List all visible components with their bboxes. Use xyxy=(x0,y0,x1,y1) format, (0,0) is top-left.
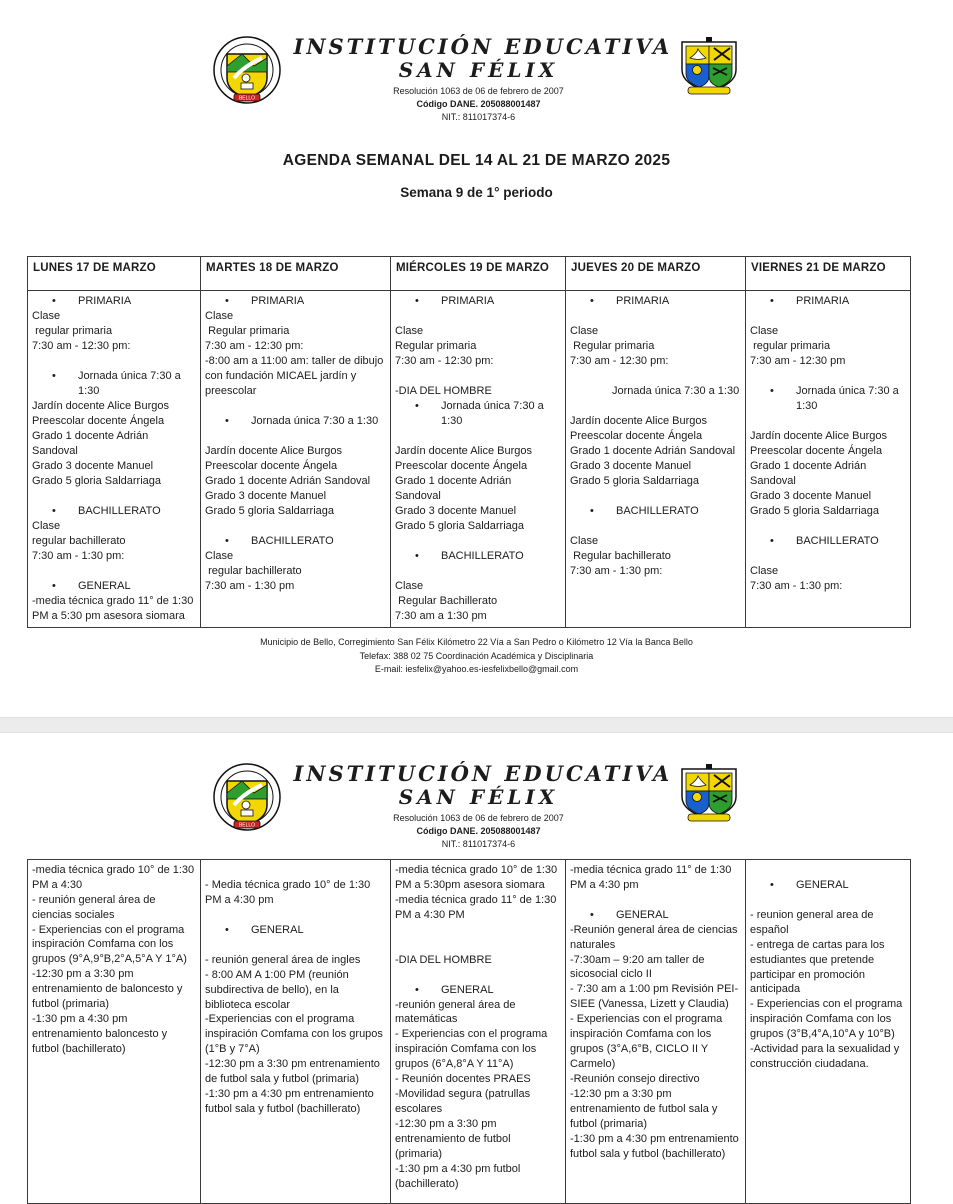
agenda-line: Grado 5 gloria Saldarriaga xyxy=(395,520,525,532)
agenda-line: -reunión general área de matemáticas xyxy=(395,998,519,1026)
bullet-text: Jornada única 7:30 a 1:30 xyxy=(78,370,184,398)
letterhead-text xyxy=(293,760,673,851)
svg-text:BELLO: BELLO xyxy=(238,95,255,102)
bullet-item xyxy=(570,294,740,309)
resolution-text: Resolución 1063 de 06 de febrero de 2007 xyxy=(393,812,564,823)
day-column-header: LUNES 17 DE MARZO xyxy=(28,257,201,291)
dane-code: Código DANE. 205088001487 xyxy=(416,99,541,110)
agenda-line: Grado 3 docente Manuel xyxy=(570,460,692,473)
day-cell xyxy=(566,859,746,1203)
agenda-line: Grado 1 docente Adrián Sandoval xyxy=(750,460,870,488)
bullet-item xyxy=(750,294,905,309)
agenda-line: -1:30 pm a 4:30 pm futbol (bachillerato) xyxy=(395,1163,524,1190)
bullet-item xyxy=(205,414,385,429)
agenda-line: -12:30 pm a 3:30 pm entrenamiento de futbol (primaria) xyxy=(395,1118,514,1161)
agenda-line: Grado 5 gloria Saldarriaga xyxy=(750,505,880,517)
agenda-line: Clase xyxy=(395,580,424,592)
school-crest-icon xyxy=(212,36,282,113)
agenda-line: Grado 1 docente Adrián Sandoval xyxy=(32,430,152,458)
agenda-line: - reunión general área de ingles xyxy=(205,953,361,966)
blank-line xyxy=(570,893,740,908)
day-cell xyxy=(201,859,391,1203)
day-column-header: VIERNES 21 DE MARZO xyxy=(746,257,911,291)
agenda-line: - Experiencias con el programa inspiración Comfama con los grupos (9°A,9°B,2°A,5°A Y 1°A) xyxy=(32,923,188,966)
bullet-icon: • xyxy=(52,295,56,308)
institution-name-line1: INSTITUCIÓN EDUCATIVA xyxy=(293,34,673,59)
bullet-item xyxy=(32,369,195,399)
bullet-text: BACHILLERATO xyxy=(251,535,334,548)
bullet-icon: • xyxy=(770,385,774,398)
agenda-line: - Reunión docentes PRAES xyxy=(395,1073,531,1086)
blank-line xyxy=(750,549,905,564)
agenda-line: Grado 3 docente Manuel xyxy=(750,490,872,502)
agenda-line: 7:30 am - 1:30 pm: xyxy=(32,550,125,562)
letterhead-text xyxy=(293,34,673,124)
agenda-line: Grado 3 docente Manuel xyxy=(205,490,327,503)
agenda-line: -12:30 pm a 3:30 pm entrenamiento de futbol sala y futbol (primaria) xyxy=(570,1088,721,1131)
blank-line xyxy=(395,534,560,549)
blank-line xyxy=(750,369,905,384)
blank-line xyxy=(570,369,740,384)
school-crest-icon xyxy=(212,763,282,840)
agenda-line: Grado 1 docente Adrián Sandoval xyxy=(205,475,371,488)
bullet-text: PRIMARIA xyxy=(796,295,850,308)
nit-number: NIT.: 811017374-6 xyxy=(441,112,516,123)
agenda-line: -media técnica grado 11° de 1:30 PM a 4:30 pm xyxy=(570,863,735,891)
agenda-line: Jardín docente Alice Burgos xyxy=(205,445,342,458)
agenda-line: 7:30 am - 12:30 pm: xyxy=(570,355,669,368)
blank-line xyxy=(205,938,385,953)
agenda-row xyxy=(28,291,911,628)
agenda-line: -Reunión consejo directivo xyxy=(570,1073,700,1086)
bullet-item xyxy=(205,923,385,938)
blank-line xyxy=(32,354,195,369)
agenda-line: Preescolar docente Ángela xyxy=(32,415,165,428)
blank-line xyxy=(395,968,560,983)
agenda-line: Jardín docente Alice Burgos xyxy=(32,400,169,413)
agenda-line: 7:30 am - 1:30 pm xyxy=(205,580,295,593)
agenda-line: Clase xyxy=(395,325,424,338)
bullet-icon: • xyxy=(590,295,594,308)
agenda-line: Clase xyxy=(32,310,61,323)
agenda-line: regular bachillerato xyxy=(205,565,302,578)
agenda-line: Grado 3 docente Manuel xyxy=(395,505,517,517)
bullet-icon: • xyxy=(770,878,774,891)
institution-name-line2: SAN FÉLIX xyxy=(398,58,559,83)
agenda-line: 7:30 am - 12:30 pm: xyxy=(205,340,304,353)
page-2 xyxy=(0,760,953,1204)
agenda-line: regular primaria xyxy=(750,340,831,353)
bullet-icon: • xyxy=(415,400,419,413)
blank-line xyxy=(205,863,385,878)
agenda-line: Grado 1 docente Adrián Sandoval xyxy=(570,445,736,458)
agenda-line: -7:30am – 9:20 am taller de sicosocial ciclo II xyxy=(570,953,708,981)
agenda-line: Preescolar docente Ángela xyxy=(570,430,703,443)
day-column-header: MARTES 18 DE MARZO xyxy=(201,257,391,291)
blank-line xyxy=(395,369,560,384)
svg-text:BELLO: BELLO xyxy=(238,822,255,828)
bullet-icon: • xyxy=(52,505,56,517)
bullet-item xyxy=(395,983,560,998)
day-cell xyxy=(391,291,566,628)
municipal-crest-icon xyxy=(676,36,742,101)
footer-address: Municipio de Bello, Corregimiento San Félix Kilómetro 22 Vía a San Pedro o Kilómetro 12 Vía la Banca Bello xyxy=(260,637,693,647)
blank-line xyxy=(570,489,740,504)
agenda-line: regular primaria xyxy=(32,325,113,338)
agenda-line: Jardín docente Alice Burgos xyxy=(570,415,707,428)
institution-name-line1: INSTITUCIÓN EDUCATIVA xyxy=(293,760,673,786)
bullet-icon: • xyxy=(770,295,774,308)
bullet-item xyxy=(32,294,195,309)
blank-line xyxy=(205,429,385,444)
agenda-line: 7:30 am - 12:30 pm: xyxy=(32,340,131,353)
bullet-icon: • xyxy=(52,370,56,383)
blank-line xyxy=(205,519,385,534)
bullet-icon: • xyxy=(770,535,774,547)
bullet-item xyxy=(570,908,740,923)
agenda-line: - 8:00 AM A 1:00 PM (reunión subdirectiva de bello), en la biblioteca escolar xyxy=(205,968,352,1011)
agenda-line: Clase xyxy=(205,550,234,563)
agenda-line: Grado 3 docente Manuel xyxy=(32,460,154,472)
letterhead xyxy=(0,36,953,124)
agenda-line: -Actividad para la sexualidad y construcción ciudadana. xyxy=(750,1043,903,1071)
blank-line xyxy=(205,399,385,414)
blank-line xyxy=(750,309,905,324)
bullet-text: Jornada única 7:30 a 1:30 xyxy=(251,415,379,428)
agenda-line: Preescolar docente Ángela xyxy=(395,460,528,473)
agenda-line: Clase xyxy=(570,535,599,548)
agenda-line: -media técnica grado 10° de 1:30 PM a 5:30pm asesora siomara xyxy=(395,863,561,891)
agenda-line: Clase xyxy=(570,325,599,338)
bullet-icon: • xyxy=(415,295,419,308)
agenda-line: - 7:30 am a 1:00 pm Revisión PEI-SIEE (Vanessa, Lizett y Claudia) xyxy=(570,983,739,1011)
agenda-line: -1:30 pm a 4:30 pm entrenamiento futbol sala y futbol (bachillerato) xyxy=(570,1132,742,1160)
blank-line xyxy=(395,429,560,444)
letterhead-page2 xyxy=(0,760,953,851)
day-cell xyxy=(28,291,201,628)
bullet-text: GENERAL xyxy=(796,878,849,891)
institution-name-line2: SAN FÉLIX xyxy=(398,784,559,809)
agenda-line: -12:30 pm a 3:30 pm entrenamiento de baloncesto y futbol (primaria) xyxy=(32,968,186,1011)
blank-line xyxy=(750,893,905,908)
agenda-line: 7:30 am - 12:30 pm xyxy=(750,355,846,368)
agenda-line: Regular Bachillerato xyxy=(395,595,498,607)
agenda-row xyxy=(28,859,911,1203)
agenda-line: - reunión general área de ciencias sociales xyxy=(32,893,159,921)
bullet-icon: • xyxy=(415,983,419,996)
agenda-line: - Media técnica grado 10° de 1:30 PM a 4:30 pm xyxy=(205,878,374,906)
day-cell xyxy=(391,859,566,1203)
day-cell xyxy=(28,859,201,1203)
agenda-line: Preescolar docente Ángela xyxy=(205,460,338,473)
agenda-line: Regular primaria xyxy=(395,340,477,353)
bullet-item xyxy=(32,579,195,594)
agenda-line: Grado 5 gloria Saldarriaga xyxy=(32,475,162,487)
day-cell xyxy=(746,291,911,628)
agenda-line: -1:30 pm a 4:30 pm entrenamiento futbol sala y futbol (bachillerato) xyxy=(205,1088,377,1116)
bullet-icon: • xyxy=(225,923,229,936)
day-cell xyxy=(746,859,911,1203)
agenda-line: -media técnica grado 11° de 1:30 PM a 4:30 PM xyxy=(395,893,560,921)
blank-line xyxy=(570,399,740,414)
bullet-text: Jornada única 7:30 a 1:30 xyxy=(441,400,547,428)
agenda-line: 7:30 am - 1:30 pm: xyxy=(750,580,843,592)
bullet-text: PRIMARIA xyxy=(616,295,670,308)
agenda-line: regular bachillerato xyxy=(32,535,126,547)
bullet-item xyxy=(395,549,560,564)
agenda-line: -1:30 pm a 4:30 pm entrenamiento baloncesto y futbol (bachillerato) xyxy=(32,1013,171,1056)
agenda-line: Clase xyxy=(750,565,779,577)
agenda-line: Jardín docente Alice Burgos xyxy=(750,430,887,443)
agenda-line: Jardín docente Alice Burgos xyxy=(395,445,532,458)
bullet-text: Jornada única 7:30 a 1:30 xyxy=(796,385,902,413)
blank-line xyxy=(395,309,560,324)
agenda-line: Grado 1 docente Adrián Sandoval xyxy=(395,475,515,503)
agenda-line: Regular primaria xyxy=(570,340,655,353)
institution-details xyxy=(294,85,664,124)
page-separator xyxy=(0,717,953,733)
agenda-line: - Experiencias con el programa inspiración Comfama con los grupos (3°B,4°A,10°A y 10°B) xyxy=(750,998,906,1041)
blank-line xyxy=(395,923,560,938)
day-cell xyxy=(201,291,391,628)
agenda-line: Grado 5 gloria Saldarriaga xyxy=(205,505,335,518)
agenda-line: Clase xyxy=(32,520,61,532)
indented-line: Jornada única 7:30 a 1:30 xyxy=(612,385,740,398)
bullet-item xyxy=(205,534,385,549)
bullet-text: GENERAL xyxy=(441,983,494,996)
weekly-agenda-table-continued xyxy=(27,859,911,1204)
agenda-line: Clase xyxy=(205,310,234,323)
agenda-line: - reunion general area de español xyxy=(750,908,877,936)
agenda-line: -12:30 pm a 3:30 pm entrenamiento de futbol sala y futbol (primaria) xyxy=(205,1058,383,1086)
bullet-item xyxy=(570,504,740,519)
bullet-icon: • xyxy=(415,550,419,562)
footer-telefax: Telefax: 388 02 75 Coordinación Académica y Disciplinaria xyxy=(359,650,594,661)
bullet-item xyxy=(395,399,560,429)
agenda-line: -8:00 am a 11:00 am: taller de dibujo con fundación MICAEL jardín y preescolar xyxy=(205,355,387,398)
municipal-crest-icon xyxy=(676,763,742,828)
day-cell xyxy=(566,291,746,628)
agenda-line: Grado 5 gloria Saldarriaga xyxy=(570,475,700,488)
resolution-text: Resolución 1063 de 06 de febrero de 2007 xyxy=(393,86,564,97)
bullet-icon: • xyxy=(225,415,229,428)
bullet-text: GENERAL xyxy=(78,580,131,592)
bullet-item xyxy=(750,878,905,893)
bullet-item xyxy=(205,294,385,309)
agenda-line: - Experiencias con el programa inspiración Comfama con los grupos (6°A,8°A Y 11°A) xyxy=(395,1028,551,1071)
agenda-line: -Reunión general área de ciencias naturales xyxy=(570,923,741,951)
weekly-agenda-table xyxy=(27,256,911,628)
blank-line xyxy=(395,938,560,953)
agenda-line: 7:30 am - 12:30 pm: xyxy=(395,355,494,368)
blank-line xyxy=(32,489,195,504)
page-footer xyxy=(0,636,953,677)
institution-details xyxy=(294,812,664,851)
bullet-text: GENERAL xyxy=(251,923,304,936)
bullet-text: BACHILLERATO xyxy=(616,505,699,518)
agenda-line: Regular bachillerato xyxy=(570,550,671,563)
agenda-line: - entrega de cartas para los estudiantes que pretende participar en promoción anticipada xyxy=(750,938,888,996)
page-title: AGENDA SEMANAL DEL 14 AL 21 DE MARZO 2025 xyxy=(282,152,671,170)
bullet-icon: • xyxy=(225,295,229,308)
blank-line xyxy=(395,564,560,579)
bullet-text: BACHILLERATO xyxy=(796,535,879,547)
bullet-text: PRIMARIA xyxy=(78,295,132,308)
blank-line xyxy=(32,564,195,579)
blank-line xyxy=(570,309,740,324)
agenda-line: 7:30 am a 1:30 pm xyxy=(395,610,487,622)
agenda-line: Preescolar docente Ángela xyxy=(750,445,883,458)
agenda-line: Clase xyxy=(750,325,779,338)
agenda-line: -DIA DEL HOMBRE xyxy=(395,385,492,398)
bullet-icon: • xyxy=(225,535,229,548)
bullet-text: BACHILLERATO xyxy=(78,505,161,517)
bullet-item xyxy=(750,384,905,414)
agenda-line: -media técnica grado 10° de 1:30 PM a 4:30 xyxy=(32,863,198,891)
day-column-header: MIÉRCOLES 19 DE MARZO xyxy=(391,257,566,291)
bullet-item xyxy=(750,534,905,549)
bullet-item xyxy=(395,294,560,309)
bullet-icon: • xyxy=(590,505,594,518)
agenda-line: Regular primaria xyxy=(205,325,290,338)
bullet-icon: • xyxy=(52,580,56,592)
page-subtitle: Semana 9 de 1° periodo xyxy=(400,185,553,201)
nit-number: NIT.: 811017374-6 xyxy=(441,838,516,849)
bullet-text: PRIMARIA xyxy=(251,295,305,308)
blank-line xyxy=(750,519,905,534)
agenda-line: -DIA DEL HOMBRE xyxy=(395,953,492,966)
bullet-icon: • xyxy=(590,908,594,921)
document-page xyxy=(0,34,953,1190)
page-1 xyxy=(0,36,953,677)
agenda-line: -Movilidad segura (patrullas escolares xyxy=(395,1088,534,1116)
blank-line xyxy=(750,863,905,878)
agenda-line: - Experiencias con el programa inspiración Comfama con los grupos (3°A,6°B, CICLO II Y Carmelo) xyxy=(570,1013,726,1071)
agenda-line: -Experiencias con el programa inspiración Comfama con los grupos (1°B y 7°A) xyxy=(205,1013,386,1056)
day-column-header: JUEVES 20 DE MARZO xyxy=(566,257,746,291)
agenda-line: 7:30 am - 1:30 pm: xyxy=(570,565,663,578)
dane-code: Código DANE. 205088001487 xyxy=(416,825,541,836)
bullet-text: PRIMARIA xyxy=(441,295,495,308)
agenda-line: -media técnica grado 11° de 1:30 PM a 5:30 pm asesora siomara xyxy=(32,595,197,622)
bullet-text: BACHILLERATO xyxy=(441,550,524,562)
blank-line xyxy=(205,908,385,923)
footer-email: E-mail: iesfelix@yahoo.es-iesfelixbello@gmail.com xyxy=(374,664,579,674)
blank-line xyxy=(750,414,905,429)
bullet-item xyxy=(32,504,195,519)
bullet-text: GENERAL xyxy=(616,908,669,921)
blank-line xyxy=(570,519,740,534)
